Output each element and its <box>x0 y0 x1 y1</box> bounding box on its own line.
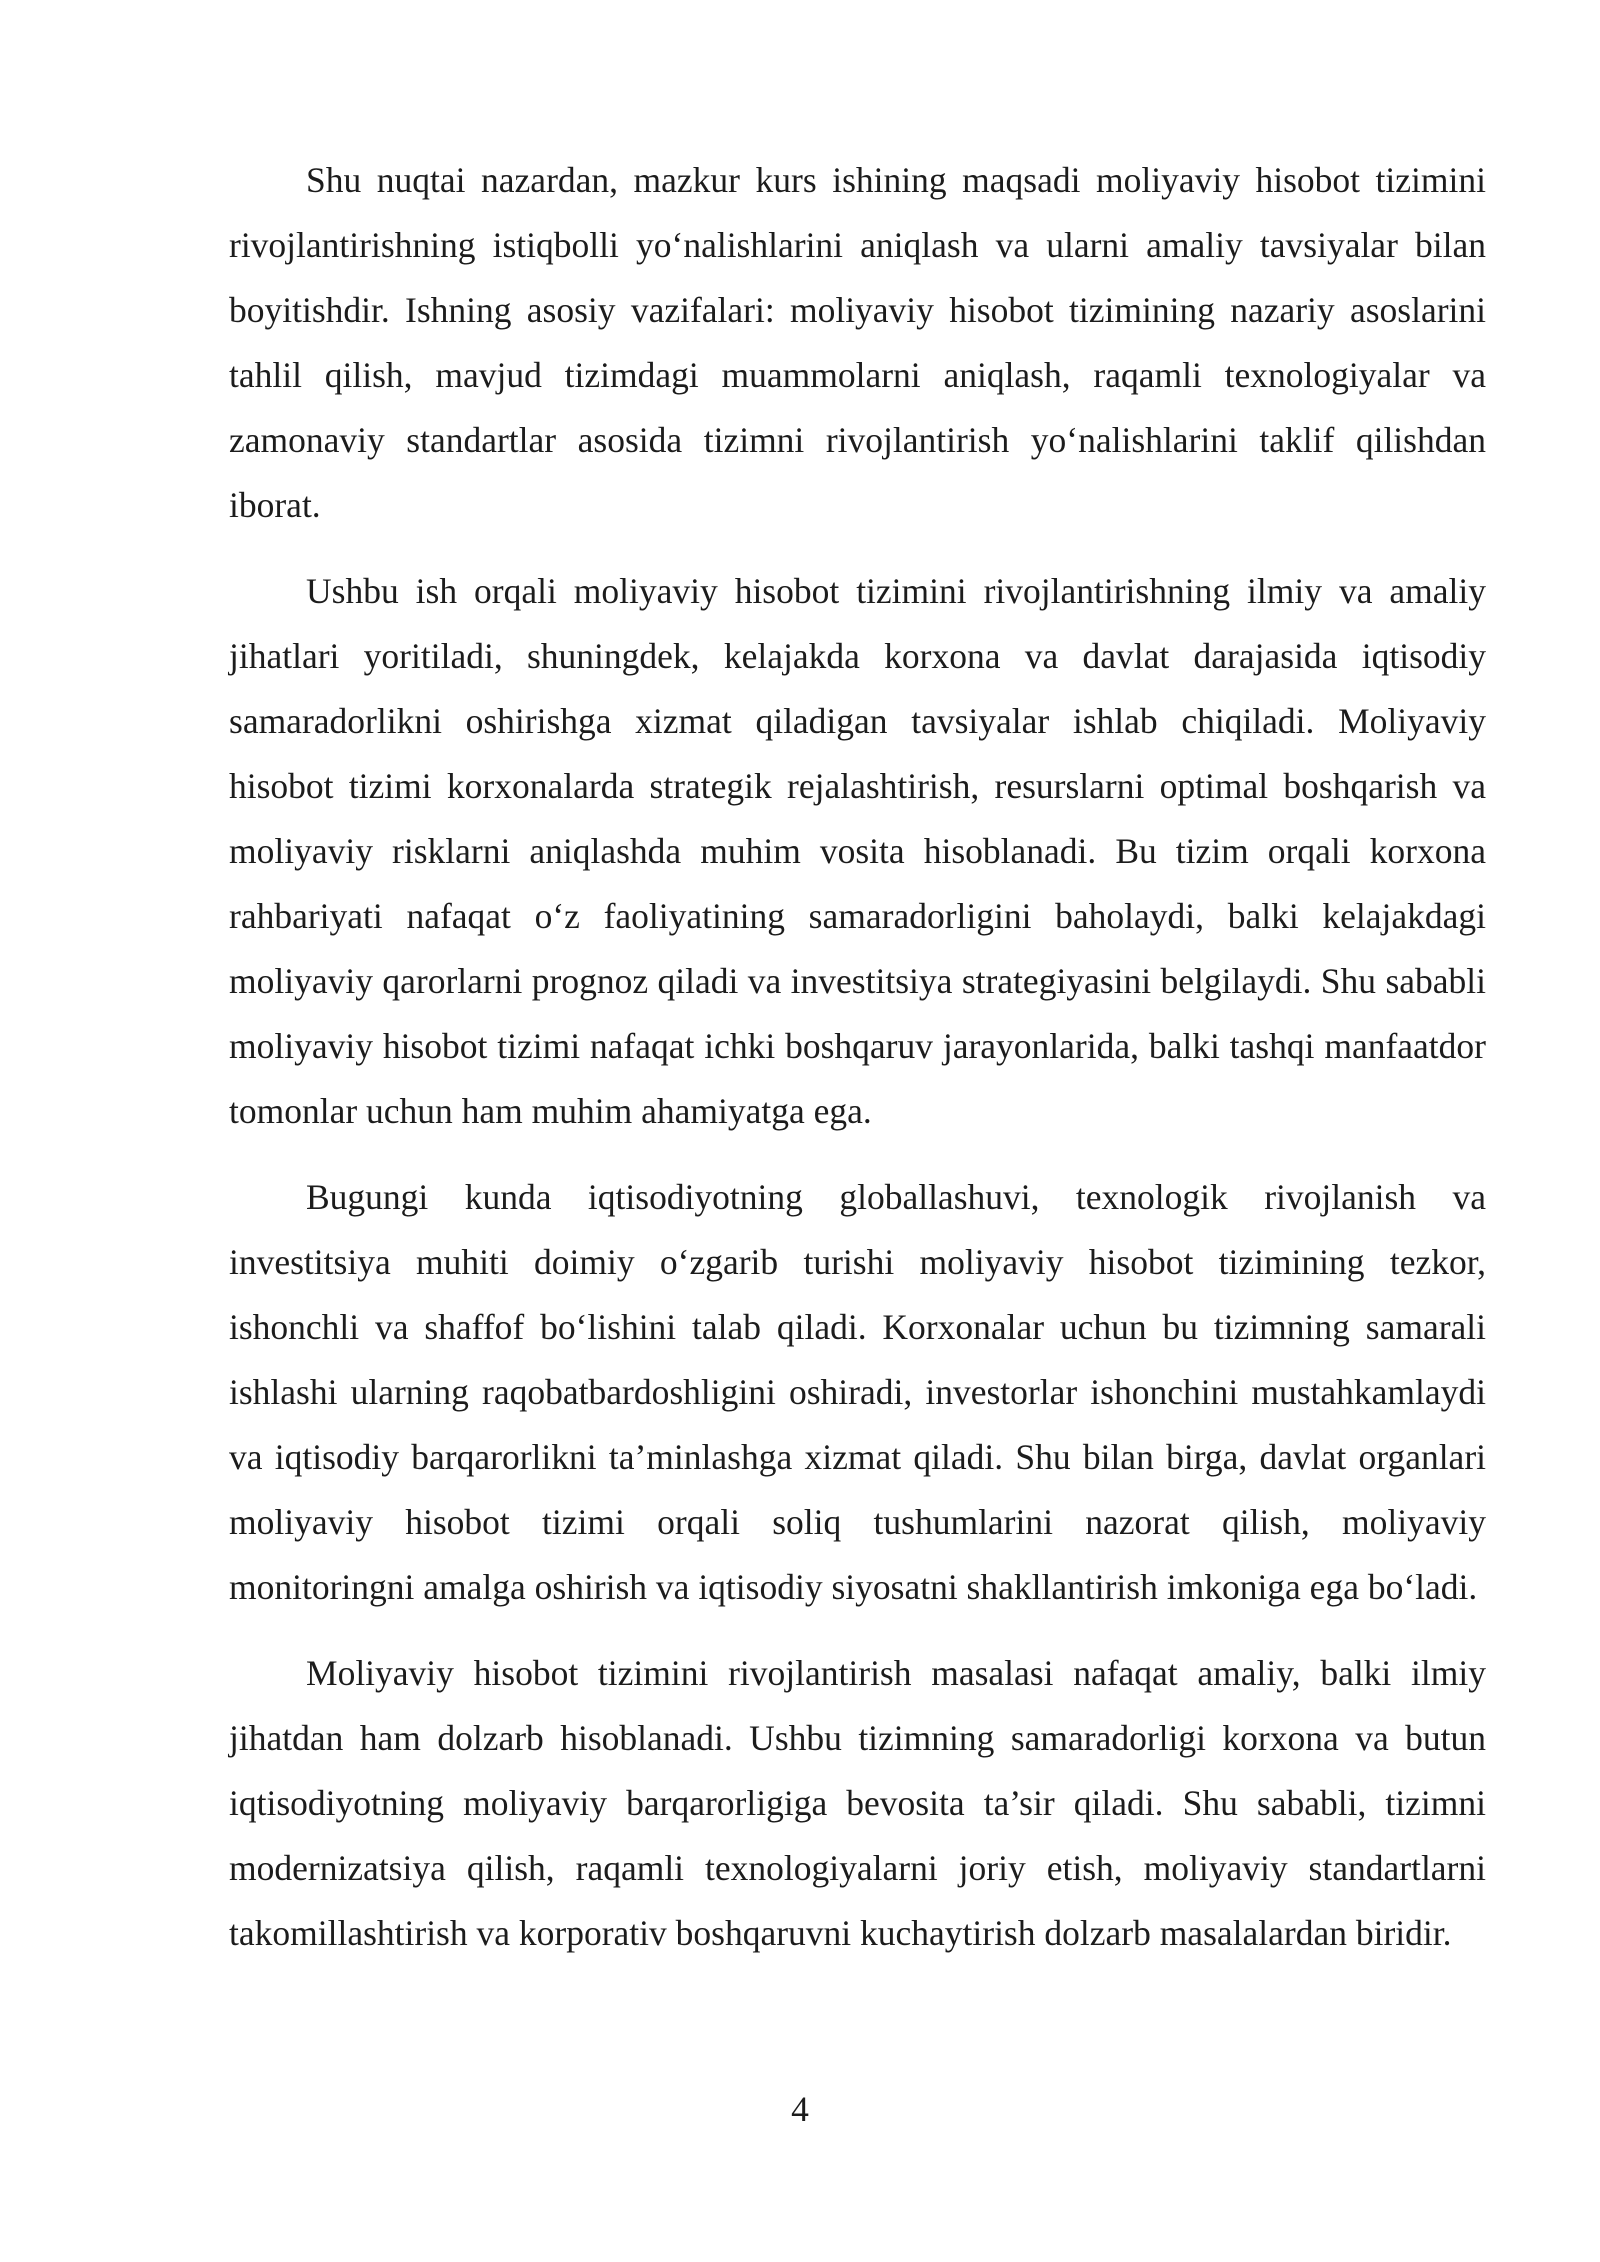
paragraph-2: Ushbu ish orqali moliyaviy hisobot tizimini rivojlantirishning ilmiy va amaliy jihatlari yoritiladi, shuningdek, kelajakda korxona va davlat darajasida iqtisodiy samaradorlikni oshirishga xizmat qiladigan tavsiyalar ishlab chiqiladi. Moliyaviy hisobot tizimi korxonalarda strategik rejalashtirish, resurslarni optimal boshqarish va moliyaviy risklarni aniqlashda muhim vosita hisoblanadi. Bu tizim orqali korxona rahbariyati nafaqat o‘z faoliyatining samaradorligini baholaydi, balki kelajakdagi moliyaviy qarorlarni prognoz qiladi va investitsiya strategiyasini belgilaydi. Shu sababli moliyaviy hisobot tizimi nafaqat ichki boshqaruv jarayonlarida, balki tashqi manfaatdor tomonlar uchun ham muhim ahamiyatga ega. <box>229 571 1486 1131</box>
paragraph-1: Shu nuqtai nazardan, mazkur kurs ishining maqsadi moliyaviy hisobot tizimini rivojlantirishning istiqbolli yo‘nalishlarini aniqlash va ularni amaliy tavsiyalar bilan boyitishdir. Ishning asosiy vazifalari: moliyaviy hisobot tizimining nazariy asoslarini tahlil qilish, mavjud tizimdagi muammolarni aniqlash, raqamli texnologiyalar va zamonaviy standartlar asosida tizimni rivojlantirish yo‘nalishlarini taklif qilishdan iborat. <box>229 160 1486 525</box>
page-number: 4 <box>791 2089 809 2129</box>
paragraph-4: Moliyaviy hisobot tizimini rivojlantirish masalasi nafaqat amaliy, balki ilmiy jihatdan ham dolzarb hisoblanadi. Ushbu tizimning samaradorligi korxona va butun iqtisodiyotning moliyaviy barqarorligiga bevosita ta’sir qiladi. Shu sababli, tizimni modernizatsiya qilish, raqamli texnologiyalarni joriy etish, moliyaviy standartlarni takomillashtirish va korporativ boshqaruvni kuchaytirish dolzarb masalalardan biridir. <box>229 1653 1486 1953</box>
body-text <box>229 148 1486 1987</box>
paragraph-3: Bugungi kunda iqtisodiyotning globallashuvi, texnologik rivojlanish va investitsiya muhiti doimiy o‘zgarib turishi moliyaviy hisobot tizimining tezkor, ishonchli va shaffof bo‘lishini talab qiladi. Korxonalar uchun bu tizimning samarali ishlashi ularning raqobatbardoshligini oshiradi, investorlar ishonchini mustahkamlaydi va iqtisodiy barqarorlikni ta’minlashga xizmat qiladi. Shu bilan birga, davlat organlari moliyaviy hisobot tizimi orqali soliq tushumlarini nazorat qilish, moliyaviy monitoringni amalga oshirish va iqtisodiy siyosatni shakllantirish imkoniga ega bo‘ladi. <box>229 1177 1486 1607</box>
